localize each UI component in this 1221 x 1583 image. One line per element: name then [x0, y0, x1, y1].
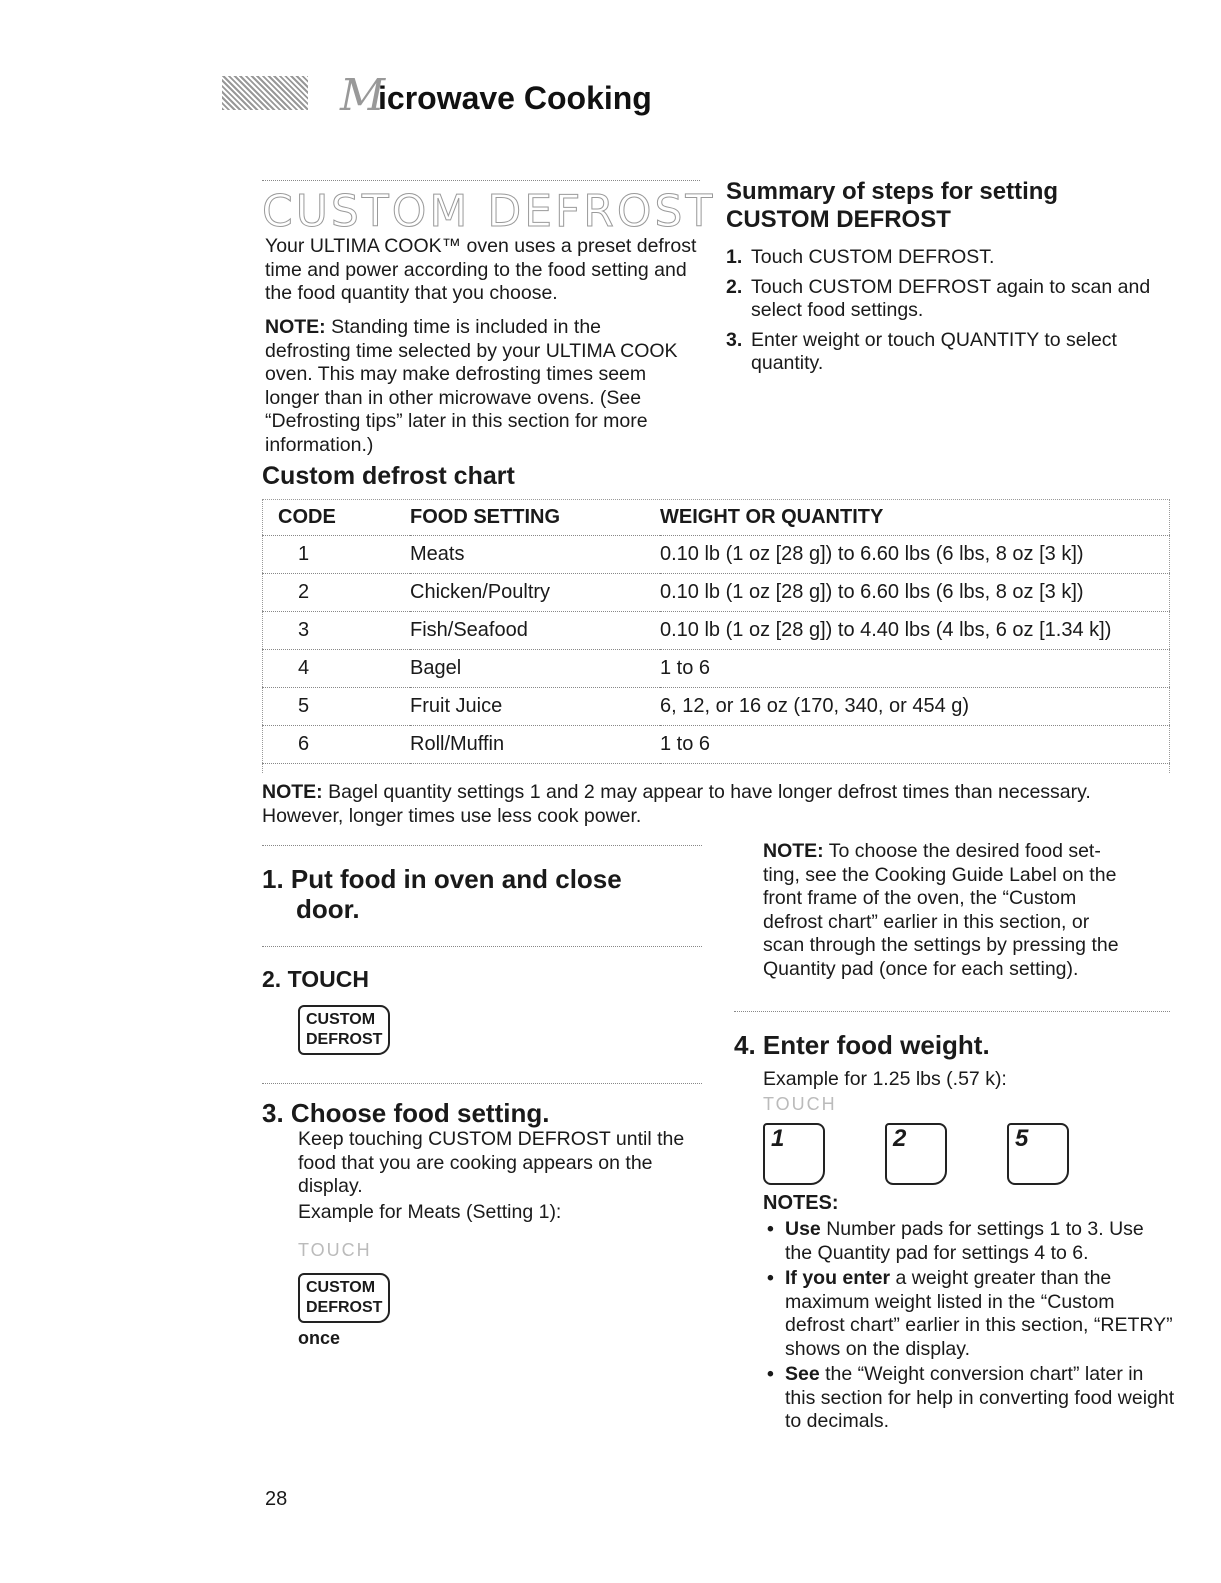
- table-row: [262, 688, 1170, 726]
- table-row: [262, 536, 1170, 574]
- right-note: [763, 840, 1173, 981]
- step-num: 2.: [262, 966, 282, 992]
- cell-weight: 0.10 lb (1 oz [28 g]) to 6.60 lbs (6 lbs, 8 oz [3 k]): [660, 536, 1170, 574]
- note-lead: Use: [785, 1218, 821, 1240]
- custom-defrost-table: [262, 499, 1170, 764]
- note-label: NOTE:: [265, 316, 326, 338]
- note-label: NOTE:: [262, 781, 323, 803]
- page-number: 28: [265, 1488, 288, 1510]
- summary-title-line2: CUSTOM DEFROST: [726, 206, 951, 233]
- step3-heading: [262, 1098, 549, 1128]
- step3-title: Choose food setting.: [290, 1098, 550, 1128]
- step3-text: Keep touching CUSTOM DEFROST until the food that you are cooking appears on the display.: [298, 1128, 685, 1197]
- step-num: 1.: [726, 246, 743, 268]
- step-num: 3.: [262, 1098, 284, 1128]
- col-header-food-setting: FOOD SETTING: [410, 499, 660, 536]
- note-text: a weight greater than the maximum weight listed in the “Custom defrost chart” earlier in this section, “RETRY” shows on the display.: [785, 1267, 1173, 1360]
- note-line: ting, see the Cooking Guide Label on the: [763, 863, 1117, 886]
- note-lead: If you enter: [785, 1267, 891, 1289]
- step-num: 4.: [734, 1030, 756, 1060]
- note-text: Standing time is included in the defrosting time selected by your ULTIMA COOK oven. This may make defrosting times seem longer than in other microwave ovens. (See “Defrosting tips” later in this section for more information.): [265, 316, 678, 456]
- table-row: [262, 726, 1170, 764]
- step2-heading: [262, 966, 369, 993]
- cell-weight: 1 to 6: [660, 650, 1170, 688]
- intro-text: Your ULTIMA COOK™ oven uses a preset defrost time and power according to the food setting and the food quantity that you choose.: [265, 235, 697, 304]
- cell-code: 5: [262, 688, 410, 726]
- step2-touch-label: TOUCH: [287, 966, 369, 992]
- step3-touch-label: TOUCH: [298, 1240, 372, 1260]
- number-pad-2[interactable]: [885, 1123, 947, 1185]
- step3-example: Example for Meats (Setting 1):: [298, 1201, 562, 1223]
- pad-label-line2: DEFROST: [306, 1299, 383, 1316]
- step-num: 2.: [726, 275, 743, 298]
- pad-label-line2: DEFROST: [306, 1031, 383, 1048]
- step-num: 3.: [726, 328, 743, 351]
- table-header-row: [262, 499, 1170, 536]
- note-line: To choose the desired food set-: [828, 840, 1101, 862]
- divider: [262, 845, 702, 846]
- list-item: [765, 1267, 1175, 1361]
- col-header-code: CODE: [262, 499, 410, 536]
- cell-weight: 0.10 lb (1 oz [28 g]) to 6.60 lbs (6 lbs, 8 oz [3 k]): [660, 574, 1170, 612]
- header-decoration: [222, 76, 308, 110]
- cell-food: Meats: [410, 536, 660, 574]
- note-lead: See: [785, 1363, 820, 1385]
- cell-code: 4: [262, 650, 410, 688]
- cell-weight: 6, 12, or 16 oz (170, 340, or 454 g): [660, 688, 1170, 726]
- pad-digit: 2: [893, 1125, 907, 1152]
- divider: [262, 180, 700, 181]
- step4-touch-label: TOUCH: [763, 1094, 837, 1114]
- cell-food: Chicken/Poultry: [410, 574, 660, 612]
- table-row: [262, 574, 1170, 612]
- divider: [262, 1083, 702, 1084]
- step4-title: Enter food weight.: [762, 1030, 990, 1060]
- step-text: Touch CUSTOM DEFROST.: [751, 246, 995, 268]
- step-text: Enter weight or touch QUANTITY to select quantity.: [751, 328, 1117, 374]
- step1-line1: Put food in oven and close: [290, 864, 622, 894]
- cell-food: Fruit Juice: [410, 688, 660, 726]
- note-text: Number pads for settings 1 to 3. Use the Quantity pad for settings 4 to 6.: [785, 1218, 1144, 1264]
- summary-step: [726, 246, 1176, 270]
- cell-code: 3: [262, 612, 410, 650]
- custom-defrost-pad[interactable]: [298, 1005, 390, 1055]
- step4-example: Example for 1.25 lbs (.57 k):: [763, 1068, 1007, 1090]
- number-pad-1[interactable]: [763, 1123, 825, 1185]
- summary-title-line1: Summary of steps for setting: [726, 178, 1059, 205]
- note-line: scan through the settings by pressing the: [763, 934, 1119, 956]
- note-text: Bagel quantity settings 1 and 2 may appear to have longer defrost times than necessary. However, longer times use less cook power.: [262, 781, 1091, 827]
- intro-note: [265, 316, 690, 457]
- intro-paragraph: [265, 235, 705, 306]
- cell-code: 1: [262, 536, 410, 574]
- cell-weight: 1 to 6: [660, 726, 1170, 764]
- note-line: defrost chart” earlier in this section, or: [763, 910, 1090, 933]
- table-row: [262, 612, 1170, 650]
- divider: [262, 946, 702, 947]
- cell-code: 2: [262, 574, 410, 612]
- number-pad-5[interactable]: [1007, 1123, 1069, 1185]
- cell-food: Fish/Seafood: [410, 612, 660, 650]
- summary-block: [726, 178, 1176, 382]
- col-header-weight: WEIGHT OR QUANTITY: [660, 499, 1170, 536]
- step1-heading: [262, 864, 622, 894]
- summary-step: [726, 276, 1176, 323]
- note-line: front frame of the oven, the “Custom: [763, 887, 1077, 909]
- summary-steps: [726, 246, 1176, 376]
- step1-line2: door.: [296, 894, 360, 924]
- step4-heading: [734, 1030, 990, 1060]
- page-header-title: icrowave Cooking: [378, 80, 652, 116]
- section-title: CUSTOM DEFROST: [262, 186, 716, 237]
- pad-digit: 5: [1015, 1125, 1029, 1152]
- pad-label-line1: CUSTOM: [306, 1011, 376, 1028]
- custom-defrost-pad[interactable]: [298, 1273, 390, 1323]
- cell-weight: 0.10 lb (1 oz [28 g]) to 4.40 lbs (4 lbs, 6 oz [1.34 k]): [660, 612, 1170, 650]
- cell-code: 6: [262, 726, 410, 764]
- note-text: the “Weight conversion chart” later in this section for help in converting food weight to decimals.: [785, 1363, 1175, 1432]
- notes-label: NOTES:: [763, 1192, 839, 1214]
- cell-food: Roll/Muffin: [410, 726, 660, 764]
- chart-note: [262, 781, 1142, 828]
- pad-label-line1: CUSTOM: [306, 1279, 376, 1296]
- table-row: [262, 650, 1170, 688]
- header-script-letter: M: [340, 70, 380, 121]
- note-line: Quantity pad (once for each setting).: [763, 957, 1079, 980]
- once-label: once: [298, 1328, 341, 1348]
- step-num: 1.: [262, 864, 284, 894]
- notes-list: [765, 1218, 1175, 1436]
- step-text: Touch CUSTOM DEFROST again to scan and select food settings.: [751, 275, 1151, 321]
- chart-title: Custom defrost chart: [262, 462, 515, 490]
- note-label: NOTE:: [763, 840, 824, 862]
- list-item: [765, 1218, 1175, 1265]
- pad-digit: 1: [771, 1125, 785, 1152]
- divider: [734, 1011, 1170, 1012]
- summary-step: [726, 329, 1176, 376]
- list-item: [765, 1363, 1175, 1434]
- cell-food: Bagel: [410, 650, 660, 688]
